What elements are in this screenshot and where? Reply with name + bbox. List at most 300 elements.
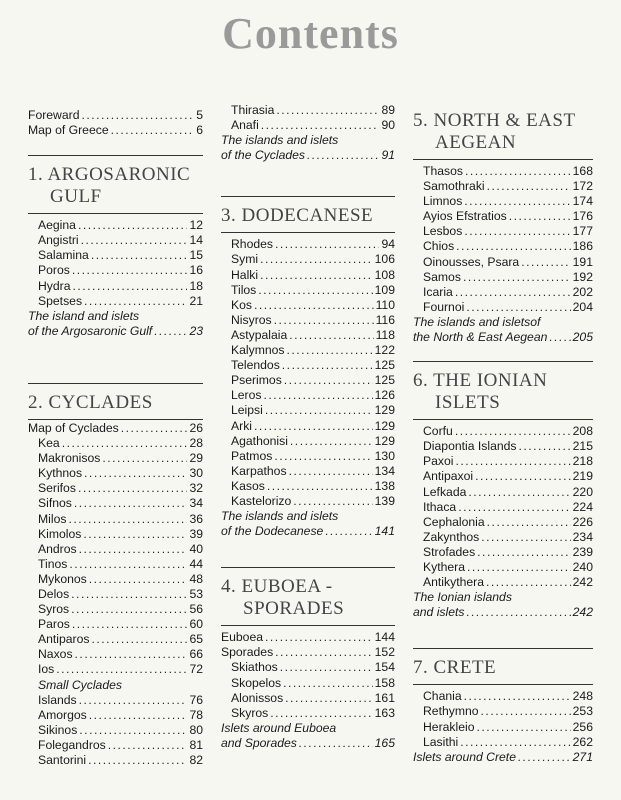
toc-entry-title: Cephalonia: [423, 514, 485, 529]
toc-entry-title: Fournoi: [423, 299, 465, 314]
section-heading-cyclades: 2. CYCLADES: [28, 391, 153, 413]
toc-entry-title: Skopelos: [231, 675, 282, 690]
toc-entry[interactable]: [28, 542, 203, 557]
toc-entry-page: 215: [572, 439, 593, 454]
toc-entry[interactable]: [28, 708, 203, 723]
dot-leader: [476, 720, 570, 735]
toc-entry-title: Paxoi: [423, 454, 454, 469]
toc-entry-islets-around-crete[interactable]: Islets around Crete ..... 271: [413, 750, 593, 765]
toc-entry-title: Kythera: [423, 559, 466, 574]
toc-entry[interactable]: [221, 691, 395, 706]
dot-leader: [71, 587, 187, 602]
toc-entry-title: Mykonos: [38, 571, 87, 586]
toc-entry[interactable]: [221, 403, 395, 418]
toc-entry[interactable]: [413, 194, 593, 209]
toc-entry-title: Aegina: [38, 218, 76, 233]
toc-entry[interactable]: [28, 496, 203, 511]
toc-entry-title: Rhodes: [231, 237, 274, 252]
toc-entry-sporades[interactable]: Sporades ..... 152: [221, 645, 395, 660]
toc-entry-title: Delos: [38, 586, 70, 601]
toc-entry[interactable]: [28, 587, 203, 602]
toc-entry-page: 168: [572, 164, 593, 178]
toc-entry-title: Karpathos: [231, 463, 287, 478]
toc-entry-title: Thasos: [423, 164, 463, 178]
toc-entry[interactable]: [28, 108, 203, 123]
dot-leader: [282, 358, 373, 373]
sporades-list: [221, 660, 395, 720]
toc-entry[interactable]: [221, 283, 395, 298]
page-title: Contents: [222, 9, 399, 58]
toc-entry-page: 48: [189, 571, 203, 586]
dot-leader: [83, 527, 187, 542]
toc-entry-title: Ios: [38, 662, 55, 677]
toc-entry-page: 219: [572, 469, 593, 484]
toc-entry-page: 106: [374, 252, 395, 267]
toc-entry-title: Alonissos: [231, 690, 284, 705]
toc-entry-title: Antikythera: [423, 575, 484, 590]
toc-entry[interactable]: [28, 466, 203, 481]
toc-entry[interactable]: [221, 343, 395, 358]
toc-entry[interactable]: [221, 388, 395, 403]
toc-entry-page: 139: [374, 493, 395, 508]
dot-leader: [75, 647, 188, 662]
toc-entry-title: Tinos: [38, 556, 68, 571]
toc-entry-page: 130: [374, 448, 395, 463]
dot-leader: [264, 388, 373, 403]
toc-entry[interactable]: [28, 123, 203, 138]
toc-entry-title: Foreward: [28, 108, 80, 122]
toc-entry-label: The islands and islets: [221, 509, 339, 524]
toc-entry[interactable]: [221, 706, 395, 721]
toc-entry-title: Skiathos: [231, 660, 278, 675]
dot-leader: [460, 735, 570, 750]
toc-entry-map-of-cyclades[interactable]: Map of Cyclades ..... 26: [28, 421, 203, 436]
toc-entry-title: Poros: [38, 263, 70, 278]
toc-entry[interactable]: [28, 527, 203, 542]
toc-entry[interactable]: of the Dodecanese ..... 141: [221, 524, 395, 539]
toc-entry-page: 72: [189, 662, 203, 677]
cyclades-list-2: [28, 708, 203, 768]
toc-entry-title: Chania: [423, 689, 462, 704]
toc-entry[interactable]: [413, 454, 593, 469]
toc-entry-title: Skyros: [231, 705, 269, 720]
toc-entry[interactable]: [413, 500, 593, 515]
dot-leader: [267, 479, 373, 494]
toc-entry-page: 204: [572, 299, 593, 314]
dot-leader: [455, 424, 571, 439]
toc-entry-title: Paros: [38, 617, 70, 632]
toc-entry-page: 220: [572, 484, 593, 499]
toc-entry[interactable]: [221, 494, 395, 509]
toc-entry-page: 94: [381, 237, 395, 252]
toc-entry-page: 60: [189, 617, 203, 632]
toc-entry-page: 256: [572, 719, 593, 734]
toc-entry-title: Kea: [38, 436, 60, 451]
dot-leader: [276, 103, 379, 118]
toc-entry-title: Map of Greece: [28, 123, 109, 138]
toc-entry[interactable]: [413, 530, 593, 545]
toc-entry[interactable]: [221, 479, 395, 494]
toc-entry[interactable]: [413, 485, 593, 500]
dot-leader: [283, 676, 373, 691]
dot-leader: [79, 542, 188, 557]
toc-entry[interactable]: [413, 179, 593, 194]
toc-entry-page: 172: [572, 179, 593, 194]
argosaronic-list: [28, 218, 203, 309]
section-heading-crete: 7. CRETE: [413, 657, 497, 679]
toc-entry[interactable]: [413, 239, 593, 254]
toc-entry[interactable]: [413, 224, 593, 239]
section-heading-north-east-aegean: 5. NORTH & EAST AEGEAN: [413, 110, 576, 153]
dot-leader: [519, 439, 571, 454]
toc-entry-title: Astypalaia: [231, 327, 288, 342]
toc-entry-page: 16: [189, 263, 203, 278]
toc-entry[interactable]: [413, 300, 593, 315]
toc-entry-page: 89: [381, 103, 395, 117]
toc-entry-title: Halki: [231, 267, 259, 282]
toc-entry-page: 224: [572, 499, 593, 514]
dot-leader: [71, 602, 187, 617]
dot-leader: [68, 512, 187, 527]
toc-entry-label: The Ionian islands: [413, 590, 512, 605]
dot-leader: [81, 108, 194, 123]
dot-leader: [62, 436, 188, 451]
toc-entry[interactable]: [28, 294, 203, 309]
dot-leader: [289, 328, 373, 343]
dot-leader: [274, 313, 374, 328]
toc-entry-title: Serifos: [38, 481, 76, 496]
toc-column-1: [28, 108, 203, 768]
cyclades-continued-list: [221, 103, 395, 133]
dot-leader: [466, 300, 570, 315]
toc-entry-page: 226: [572, 514, 593, 529]
toc-entry[interactable]: [413, 255, 593, 270]
dot-leader: [254, 419, 373, 434]
dot-leader: [91, 248, 188, 263]
toc-entry-page: 34: [189, 496, 203, 511]
toc-entry-label: Islets around Euboea: [221, 720, 337, 735]
toc-entry-page: 78: [189, 707, 203, 722]
toc-entry-page: 239: [572, 544, 593, 559]
toc-entry-title: Hydra: [38, 278, 71, 293]
toc-entry-page: 40: [189, 541, 203, 556]
toc-column-3: [413, 110, 593, 765]
toc-entry-page: 29: [189, 451, 203, 466]
toc-entry-title: Angistri: [38, 233, 79, 248]
toc-entry[interactable]: [413, 424, 593, 439]
toc-entry-page: 110: [375, 297, 395, 312]
toc-entry[interactable]: [221, 419, 395, 434]
toc-entry[interactable]: Islands ..... 76: [28, 693, 203, 708]
dot-leader: [274, 449, 372, 464]
toc-entry[interactable]: [221, 313, 395, 328]
toc-entry-title: Kimolos: [38, 526, 82, 541]
toc-entry[interactable]: [221, 676, 395, 691]
dot-leader: [280, 660, 373, 675]
toc-entry-label: Small Cyclades: [38, 677, 122, 692]
dot-leader: [260, 252, 373, 267]
toc-entry[interactable]: [413, 560, 593, 575]
toc-entry-page: 65: [189, 632, 203, 647]
toc-entry-title: Tilos: [231, 282, 257, 297]
toc-entry-page: 202: [572, 284, 593, 299]
toc-entry-page: 174: [572, 194, 593, 209]
toc-entry[interactable]: [221, 268, 395, 283]
dot-leader: [287, 343, 373, 358]
toc-entry[interactable]: [413, 209, 593, 224]
crete-list: [413, 689, 593, 749]
dot-leader: [463, 270, 571, 285]
dot-leader: [56, 662, 187, 677]
toc-entry[interactable]: [221, 434, 395, 449]
toc-entry-title: Folegandros: [38, 737, 106, 752]
toc-entry[interactable]: [221, 298, 395, 313]
toc-entry[interactable]: [413, 439, 593, 454]
toc-entry-page: 154: [374, 660, 395, 675]
dot-leader: [261, 118, 380, 133]
toc-entry[interactable]: [28, 738, 203, 753]
toc-column-2: [221, 103, 395, 751]
dot-leader: [89, 572, 188, 587]
toc-entry-title: Icaria: [423, 284, 453, 299]
dot-leader: [455, 285, 571, 300]
toc-entry-title: Corfu: [423, 424, 453, 439]
toc-entry-page: 262: [572, 734, 593, 749]
toc-entry-page: 129: [374, 433, 395, 448]
toc-entry-title: Andros: [38, 541, 77, 556]
toc-entry-page: 161: [374, 690, 395, 705]
toc-entry[interactable]: [28, 557, 203, 572]
toc-entry[interactable]: [28, 662, 203, 677]
toc-entry-page: 158: [374, 675, 395, 690]
toc-entry-title: Syros: [38, 602, 70, 617]
toc-entry-page: 186: [572, 239, 593, 254]
toc-entry-title: Antipaxoi: [423, 469, 474, 484]
section-heading-argosaronic: 1. ARGOSARONIC GULF: [28, 164, 191, 208]
toc-entry-title: Chios: [423, 239, 455, 254]
toc-entry-title: Amorgos: [38, 707, 87, 722]
toc-entry-page: 21: [189, 293, 203, 308]
toc-entry[interactable]: [221, 660, 395, 675]
dot-leader: [475, 469, 571, 484]
toc-entry-page: 129: [374, 403, 395, 418]
section-heading-euboea-sporades: 4. EUBOEA - SPORADES: [221, 576, 345, 620]
toc-entry-title: Anafi: [231, 118, 259, 133]
toc-entry-title: Arki: [231, 418, 252, 433]
dot-leader: [464, 194, 570, 209]
dot-leader: [290, 434, 373, 449]
toc-entry-title: Diapontia Islands: [423, 439, 517, 454]
toc-entry[interactable]: [28, 279, 203, 294]
dot-leader: [477, 545, 570, 560]
dot-leader: [468, 485, 570, 500]
toc-entry-title: Kastelorizo: [231, 493, 292, 508]
toc-entry-title: Samothraki: [423, 179, 485, 194]
dot-leader: [74, 496, 188, 511]
dodecanese-list: [221, 237, 395, 509]
toc-entry-title: Nisyros: [231, 312, 272, 327]
toc-entry-title: Oinousses, Psara: [423, 254, 520, 269]
dot-leader: [467, 560, 571, 575]
toc-entry-page: 240: [572, 559, 593, 574]
toc-entry[interactable]: [413, 285, 593, 300]
toc-entry-label: The island and islets: [28, 308, 140, 323]
toc-entry[interactable]: [28, 248, 203, 263]
toc-entry-title: Sikinos: [38, 722, 78, 737]
toc-entry[interactable]: [221, 358, 395, 373]
toc-entry[interactable]: [221, 237, 395, 252]
toc-entry-label: The islands and isletsof: [413, 314, 541, 329]
toc-entry-page: 177: [572, 224, 593, 239]
toc-entry-title: Rethymno: [423, 704, 479, 719]
toc-entry[interactable]: [221, 373, 395, 388]
toc-entry-page: 125: [374, 358, 395, 373]
toc-entry-title: Patmos: [231, 448, 273, 463]
toc-entry-page: 234: [572, 529, 593, 544]
toc-entry-title: Leipsi: [231, 403, 263, 418]
toc-entry-title: Pserimos: [231, 373, 282, 388]
toc-entry[interactable]: [28, 602, 203, 617]
toc-entry-title: Kasos: [231, 478, 265, 493]
toc-entry-page: 36: [189, 511, 203, 526]
toc-entry-page: 44: [189, 556, 203, 571]
front-matter-list: [28, 108, 203, 138]
toc-entry[interactable]: [221, 103, 395, 118]
toc-entry-page: 90: [381, 118, 395, 133]
toc-entry-title: Santorini: [38, 753, 87, 767]
dot-leader: [260, 268, 373, 283]
dot-leader: [481, 530, 570, 545]
dot-leader: [458, 500, 570, 515]
toc-entry[interactable]: [413, 720, 593, 735]
toc-entry[interactable]: [28, 436, 203, 451]
dot-leader: [293, 494, 372, 509]
north-east-aegean-list: [413, 164, 593, 315]
toc-entry[interactable]: [413, 575, 593, 590]
toc-entry[interactable]: [28, 451, 203, 466]
toc-entry[interactable]: [413, 164, 593, 179]
toc-entry-page: 134: [374, 463, 395, 478]
toc-entry-title: Ithaca: [423, 499, 457, 514]
toc-entry[interactable]: [28, 723, 203, 738]
toc-entry[interactable]: [413, 735, 593, 750]
toc-entry-page: 6: [196, 123, 203, 138]
toc-entry[interactable]: [413, 704, 593, 719]
dot-leader: [88, 753, 187, 768]
toc-entry[interactable]: [413, 545, 593, 560]
dot-leader: [289, 464, 373, 479]
dot-leader: [521, 255, 570, 270]
toc-entry[interactable]: and islets ..... 242: [413, 605, 593, 620]
toc-entry[interactable]: [28, 218, 203, 233]
toc-entry[interactable]: [221, 118, 395, 133]
toc-entry[interactable]: [28, 647, 203, 662]
toc-entry-title: Milos: [38, 511, 67, 526]
toc-entry-page: 176: [572, 209, 593, 224]
toc-entry[interactable]: [221, 464, 395, 479]
toc-entry-title: Agathonisi: [231, 433, 288, 448]
toc-entry[interactable]: [28, 233, 203, 248]
toc-entry-page: 191: [572, 254, 593, 269]
toc-entry-page: 80: [189, 722, 203, 737]
toc-entry[interactable]: [413, 469, 593, 484]
toc-entry[interactable]: [413, 270, 593, 285]
toc-entry[interactable]: [413, 515, 593, 530]
toc-entry[interactable]: [28, 481, 203, 496]
toc-entry-title: Lasithi: [423, 734, 459, 749]
toc-entry-page: 122: [374, 343, 395, 358]
dot-leader: [275, 237, 379, 252]
dot-leader: [464, 689, 571, 704]
toc-entry[interactable]: [28, 632, 203, 647]
toc-entry-page: 192: [572, 269, 593, 284]
toc-entry[interactable]: [413, 689, 593, 704]
toc-entry-page: 242: [572, 575, 593, 590]
toc-entry-page: 218: [572, 454, 593, 469]
section-heading-ionian: 6. THE IONIAN ISLETS: [413, 370, 548, 414]
dot-leader: [78, 218, 187, 233]
toc-entry-title: Sifnos: [38, 496, 72, 511]
toc-entry-title: Salamina: [38, 248, 89, 263]
toc-entry[interactable]: the North & East Aegean ..... 205: [413, 330, 593, 345]
dot-leader: [456, 454, 571, 469]
toc-entry-title: Kos: [231, 297, 253, 312]
toc-entry[interactable]: [28, 617, 203, 632]
toc-entry-page: 56: [189, 602, 203, 617]
dot-leader: [89, 708, 188, 723]
toc-entry-title: Limnos: [423, 194, 463, 209]
dot-leader: [102, 451, 187, 466]
toc-entry[interactable]: [221, 449, 395, 464]
section-heading-dodecanese: 3. DODECANESE: [221, 205, 374, 227]
dot-leader: [72, 617, 188, 632]
toc-entry-title: Telendos: [231, 358, 280, 373]
toc-entry[interactable]: [221, 252, 395, 267]
toc-entry[interactable]: of the Cyclades ..... 91: [221, 148, 395, 163]
toc-entry-title: Ayios Efstratios: [423, 209, 507, 224]
toc-entry-page: 66: [189, 647, 203, 662]
toc-entry-title: Samos: [423, 269, 461, 284]
toc-entry-page: 118: [375, 327, 395, 342]
toc-entry-page: 28: [189, 436, 203, 451]
toc-entry[interactable]: of the Argosaronic Gulf ..... 23: [28, 324, 203, 339]
toc-entry-label: The islands and islets: [221, 133, 339, 148]
toc-entry[interactable]: [28, 263, 203, 278]
toc-entry[interactable]: [28, 512, 203, 527]
toc-entry[interactable]: [28, 572, 203, 587]
toc-entry-title: Zakynthos: [423, 529, 480, 544]
toc-entry-page: 116: [375, 312, 395, 327]
dot-leader: [111, 123, 195, 138]
toc-entry-page: 12: [189, 218, 203, 233]
dot-leader: [73, 279, 188, 294]
toc-entry-title: Lefkada: [423, 484, 467, 499]
cyclades-list: [28, 436, 203, 678]
toc-entry[interactable]: [28, 753, 203, 768]
dot-leader: [481, 704, 571, 719]
toc-entry-euboea[interactable]: Euboea ..... 144: [221, 630, 395, 645]
toc-entry-page: 253: [572, 704, 593, 719]
toc-entry-title: Kalymnos: [231, 343, 285, 358]
toc-entry-page: 15: [189, 248, 203, 263]
toc-entry[interactable]: [221, 328, 395, 343]
toc-entry-title: Symi: [231, 252, 259, 267]
toc-entry-page: 125: [374, 373, 395, 388]
dot-leader: [265, 403, 373, 418]
toc-entry[interactable]: and Sporades ..... 165: [221, 736, 395, 751]
toc-entry-title: Lesbos: [423, 224, 463, 239]
toc-entry-title: Antiparos: [38, 632, 90, 647]
